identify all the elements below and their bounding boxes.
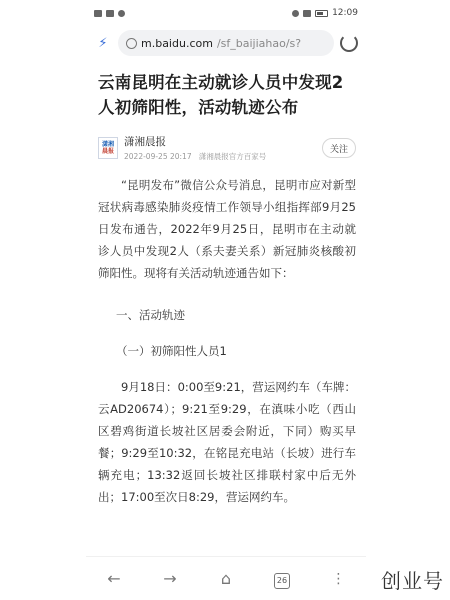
more-icon[interactable]: ⋮ [331, 570, 345, 587]
watermark: 创业号 [381, 569, 444, 593]
browser-toolbar [86, 26, 366, 60]
source-avatar[interactable] [98, 137, 118, 159]
avatar-text: 潇湘 [101, 141, 114, 148]
status-left-icons [94, 10, 125, 17]
arrow-left-icon[interactable]: ← [107, 569, 121, 588]
arrow-right-icon[interactable]: → [163, 569, 177, 588]
section-heading: 一、活动轨迹 [116, 308, 185, 322]
tabs-icon: 26 [274, 573, 290, 589]
url-path: /sf_baijiahao/s? [216, 36, 302, 50]
alarm-icon [292, 10, 299, 17]
notification-icon [106, 10, 114, 17]
article-paragraph: “昆明发布”微信公众号消息，昆明市应对新型冠状病毒感染肺炎疫情工作领导小组指挥部9月25日发布通告，2022年9月25日，昆明市在主动就诊人员中发现2人（系夫妻关系）新冠肺炎核酸初筛阳性。现将有关活动轨迹通告如下： [98, 178, 356, 280]
article-paragraph: 9月18日：0:00至9:21，营运网约车（车牌：云AD20674）；9:21至9:29，在滇味小吃（西山区碧鸡街道长坡社区居委会附近，下同）购买早餐；9:29至10:32，在铭昆充电站（长坡）进行车辆充电；13:32返回长坡社区排联村家中后无外出；17:00至次日8:29，营运网约车。 [98, 380, 356, 504]
address-bar[interactable] [118, 30, 334, 56]
publish-time: 2022-09-25 20:17 [124, 152, 192, 161]
tabs-button[interactable] [267, 568, 297, 589]
status-time: 12:09 [332, 8, 358, 18]
article [86, 60, 366, 508]
home-icon[interactable]: ⌂ [220, 569, 232, 588]
source-name[interactable]: 潇湘晨报 [124, 136, 166, 148]
source-meta [124, 134, 316, 162]
notification-icon [94, 10, 102, 17]
wifi-icon [303, 10, 311, 17]
avatar-text: 晨报 [101, 148, 114, 155]
follow-button[interactable]: 关注 [322, 138, 356, 158]
status-bar [86, 0, 366, 26]
battery-icon [315, 10, 328, 17]
status-right-icons [292, 8, 358, 18]
lightning-icon[interactable]: ⚡ [98, 35, 108, 51]
phone-screen [86, 0, 366, 600]
source-description: 潇湘晨报官方百家号 [198, 152, 267, 161]
article-title: 云南昆明在主动就诊人员中发现2人初筛阳性，活动轨迹公布 [98, 73, 344, 117]
notification-icon [118, 10, 125, 17]
publish-meta [124, 151, 316, 162]
bottom-nav-bar [86, 556, 366, 600]
reload-icon[interactable] [340, 34, 358, 52]
url-host: m.baidu.com [141, 36, 213, 50]
subsection-heading: （一）初筛阳性人员1 [116, 344, 227, 358]
globe-icon [126, 38, 137, 49]
byline [98, 134, 356, 162]
